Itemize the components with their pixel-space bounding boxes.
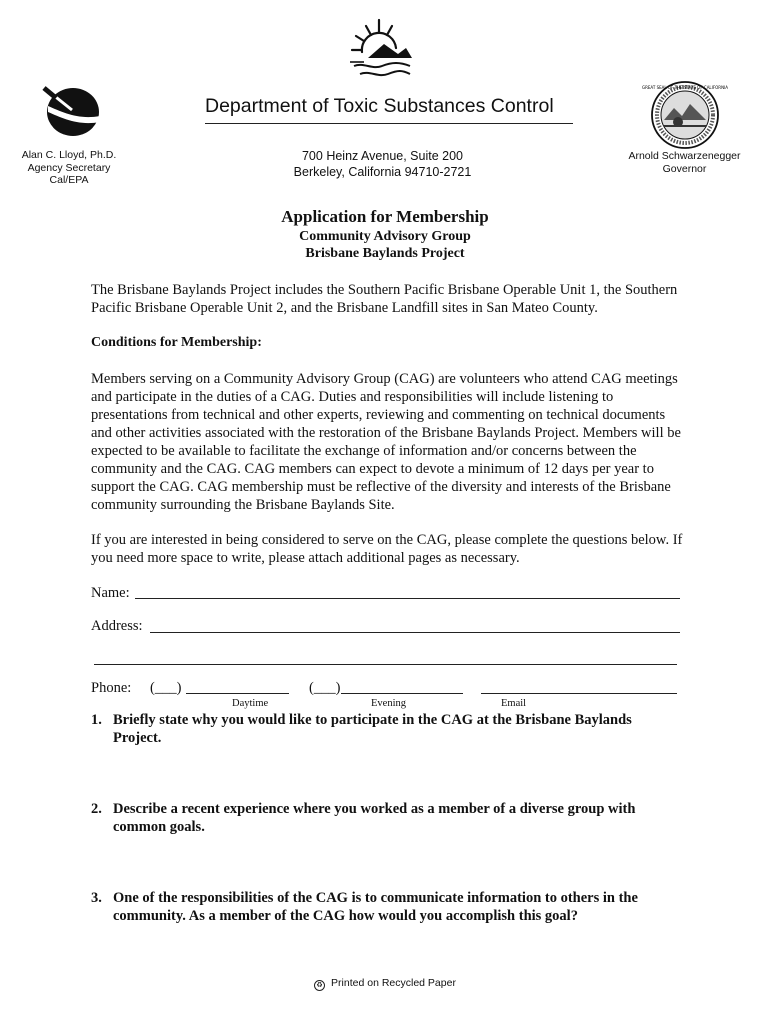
footer: [0, 977, 770, 991]
email-field[interactable]: [481, 693, 677, 694]
question-2: [91, 800, 691, 836]
agency-secretary-block: [14, 149, 124, 187]
governor-role: Governor: [662, 163, 707, 175]
question-text: One of the responsibilities of the CAG is to communicate information to others in the: [113, 890, 638, 906]
question-text: Briefly state why you would like to participate in the CAG at the Brisbane Baylands: [113, 712, 632, 728]
question-1: [91, 711, 691, 747]
form-title: Application for Membership: [281, 207, 489, 226]
question-text-continued: community. As a member of the CAG how would you accomplish this goal?: [113, 908, 578, 924]
department-title: Department of Toxic Substances Control: [205, 95, 554, 117]
governor-name: Arnold Schwarzenegger: [628, 150, 741, 162]
governor-block: [612, 150, 757, 176]
conditions-heading: Conditions for Membership:: [91, 335, 262, 350]
form-subtitle-project: Brisbane Baylands Project: [305, 246, 465, 261]
daytime-phone-field[interactable]: [186, 693, 289, 694]
dtsc-logo: [340, 18, 418, 88]
form-subtitle-group: Community Advisory Group: [299, 229, 471, 244]
city-address: Berkeley, California 94710-2721: [293, 165, 472, 179]
name-field[interactable]: [135, 598, 680, 599]
address-field[interactable]: [150, 632, 680, 633]
phone-label: Phone:: [91, 680, 132, 696]
question-number: 1.: [91, 712, 102, 728]
agency-name: Cal/EPA: [49, 174, 89, 186]
evening-phone-field[interactable]: [341, 693, 463, 694]
daytime-caption: Daytime: [232, 698, 269, 709]
street-address: 700 Heinz Avenue, Suite 200: [301, 149, 463, 163]
recycle-icon: ♻: [314, 980, 325, 991]
question-number: 2.: [91, 801, 102, 817]
question-text: Describe a recent experience where you worked as a member of a diverse group with: [113, 801, 636, 817]
question-text-continued: common goals.: [113, 819, 205, 835]
evening-area-code-field[interactable]: (___): [309, 680, 341, 696]
secretary-name: Alan C. Lloyd, Ph.D.: [21, 149, 117, 161]
title-divider: [205, 123, 573, 124]
question-number: 3.: [91, 890, 102, 906]
question-3: [91, 889, 691, 925]
seal-text: GREAT SEAL OF THE STATE OF CALIFORNIA: [642, 85, 728, 90]
conditions-paragraph: Members serving on a Community Advisory Group (CAG) are volunteers who attend CAG meetings and participate in the duties of a CAG. Duties and responsibilities will include listening to presentations from technical and other experts, reviewing and commenting on technical documents and other activities associated with the restoration of the Brisbane Baylands Project. Members will be expected to be available to facilitate the exchange of information and/or concerns between the community and the CAG. CAG members can expect to devote a minimum of 12 days per year to support the CAG. CAG membership must be reflective of the diversity and interests of the Brisbane community surrounding the Brisbane Baylands Site.: [91, 371, 681, 513]
evening-caption: Evening: [371, 698, 406, 709]
instructions-paragraph: If you are interested in being considered to serve on the CAG, please complete the questions below. If you need more space to write, please attach additional pages as necessary.: [91, 532, 683, 566]
email-caption: Email: [501, 698, 527, 709]
intro-paragraph: The Brisbane Baylands Project includes the Southern Pacific Brisbane Operable Unit 1, the Southern Pacific Brisbane Operable Unit 2, and the Brisbane Landfill sites in San Mateo County.: [91, 282, 678, 316]
question-text-continued: Project.: [113, 730, 162, 746]
secretary-role: Agency Secretary: [27, 161, 111, 174]
address-label: Address:: [91, 618, 143, 634]
address-field-line-2[interactable]: [94, 664, 677, 665]
daytime-area-code-field[interactable]: (___): [150, 680, 182, 696]
state-seal: [642, 80, 728, 150]
address-block: [270, 148, 495, 180]
footer-text: Printed on Recycled Paper: [331, 977, 456, 989]
name-label: Name:: [91, 585, 130, 601]
calepa-logo: [42, 86, 104, 138]
